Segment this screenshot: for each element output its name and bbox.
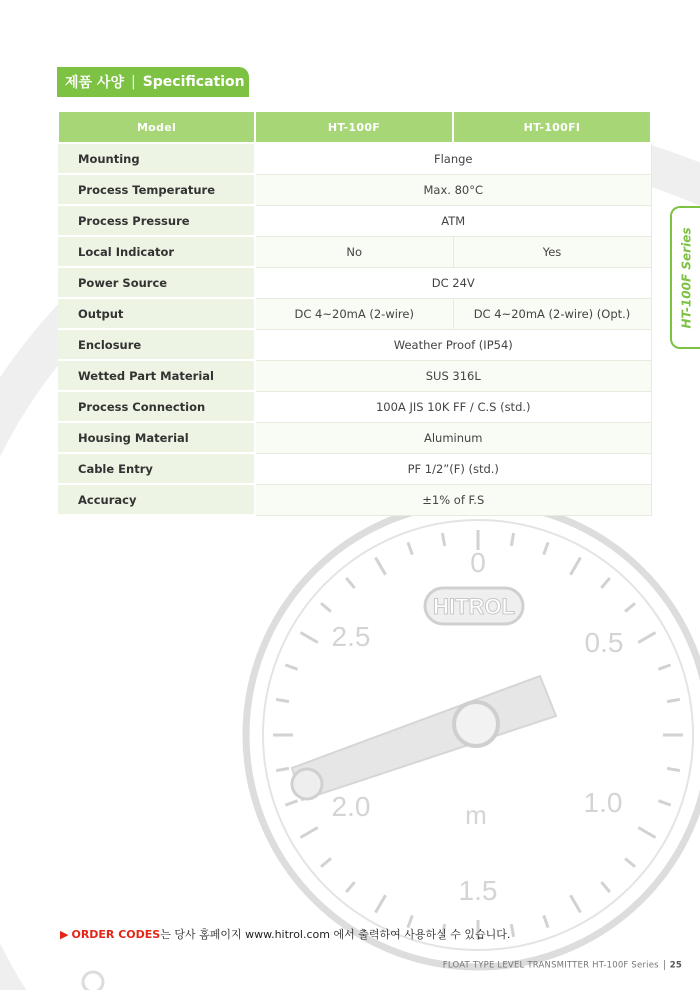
spec-row-wetted-part-material bbox=[58, 360, 651, 391]
spec-label: Wetted Part Material bbox=[58, 360, 255, 391]
spec-value-ht-100f: No bbox=[255, 236, 453, 267]
gauge-tick bbox=[346, 882, 354, 892]
page-number: 25 bbox=[669, 960, 682, 971]
gauge-tick bbox=[321, 603, 331, 611]
footer-text: FLOAT TYPE LEVEL TRANSMITTER HT-100F Series bbox=[442, 960, 659, 971]
gauge-tick bbox=[601, 882, 609, 892]
gauge-tick bbox=[285, 801, 297, 805]
gauge-tick bbox=[625, 603, 635, 611]
spec-label: Enclosure bbox=[58, 329, 255, 360]
gauge-tick bbox=[376, 895, 386, 912]
gauge-tick bbox=[346, 578, 354, 588]
spec-value: Flange bbox=[255, 143, 651, 174]
spec-row-process-temperature bbox=[58, 174, 651, 205]
gauge-brand-text: HITROL bbox=[433, 594, 515, 619]
spec-value-ht-100f: DC 4~20mA (2-wire) bbox=[255, 298, 453, 329]
spec-value-ht-100fi: Yes bbox=[453, 236, 651, 267]
gauge-needle bbox=[292, 676, 556, 800]
gauge-tick bbox=[544, 915, 548, 927]
gauge-brand-badge bbox=[425, 588, 523, 624]
column-header-model: Model bbox=[58, 111, 255, 143]
gauge-tick bbox=[667, 699, 680, 701]
order-codes-text: 는 당사 홈페이지 www.hitrol.com 에서 출력하여 사용하실 수 있습니다. bbox=[160, 928, 511, 941]
spec-table bbox=[57, 110, 652, 516]
gauge-tick bbox=[276, 768, 289, 770]
spec-label: Local Indicator bbox=[58, 236, 255, 267]
spec-label: Mounting bbox=[58, 143, 255, 174]
footer-divider bbox=[664, 960, 665, 970]
gauge-label-15: 1.5 bbox=[458, 875, 498, 906]
spec-table-header-row bbox=[58, 111, 651, 143]
spec-label: Process Temperature bbox=[58, 174, 255, 205]
spec-label: Housing Material bbox=[58, 422, 255, 453]
gauge-tick bbox=[667, 768, 680, 770]
gauge-label-0: 0 bbox=[470, 547, 486, 578]
gauge-tick bbox=[276, 699, 289, 701]
gauge-tick bbox=[511, 924, 513, 937]
spec-label: Process Connection bbox=[58, 391, 255, 422]
spec-label: Cable Entry bbox=[58, 453, 255, 484]
gauge-label-25: 2.5 bbox=[331, 621, 371, 652]
section-title-en: Specification bbox=[142, 74, 245, 90]
arrow-right-icon: ▶ bbox=[60, 928, 69, 941]
gauge-tick bbox=[571, 895, 581, 912]
gauge-tick bbox=[321, 858, 331, 866]
gauge-tick bbox=[638, 633, 655, 643]
spec-value: ±1% of F.S bbox=[255, 484, 651, 515]
spec-row-local-indicator bbox=[58, 236, 651, 267]
gauge-tick bbox=[638, 828, 655, 838]
spec-row-cable-entry bbox=[58, 453, 651, 484]
gauge-tick bbox=[300, 633, 317, 643]
gauge-tick bbox=[601, 578, 609, 588]
gauge-label-10: 1.0 bbox=[583, 787, 623, 818]
gauge-tick bbox=[544, 542, 548, 554]
spec-value: Max. 80°C bbox=[255, 174, 651, 205]
series-side-tab bbox=[670, 206, 700, 349]
section-title-ko: 제품 사양 bbox=[65, 75, 124, 91]
spec-row-enclosure bbox=[58, 329, 651, 360]
gauge-tick bbox=[300, 828, 317, 838]
spec-row-output bbox=[58, 298, 651, 329]
spec-row-housing-material bbox=[58, 422, 651, 453]
spec-value: Aluminum bbox=[255, 422, 651, 453]
gauge-label-05: 0.5 bbox=[584, 627, 624, 658]
spec-row-power-source bbox=[58, 267, 651, 298]
spec-label: Process Pressure bbox=[58, 205, 255, 236]
spec-row-process-pressure bbox=[58, 205, 651, 236]
column-header-ht-100f: HT-100F bbox=[255, 111, 453, 143]
spec-value: DC 24V bbox=[255, 267, 651, 298]
gauge-tick bbox=[408, 542, 412, 554]
gauge-tick bbox=[625, 858, 635, 866]
spec-value-ht-100fi: DC 4~20mA (2-wire) (Opt.) bbox=[453, 298, 651, 329]
gauge-tick bbox=[376, 557, 386, 574]
spec-label: Output bbox=[58, 298, 255, 329]
section-title-separator: | bbox=[130, 74, 136, 90]
column-header-ht-100fi: HT-100FI bbox=[453, 111, 651, 143]
spec-value: Weather Proof (IP54) bbox=[255, 329, 651, 360]
spec-value: 100A JIS 10K FF / C.S (std.) bbox=[255, 391, 651, 422]
spec-row-mounting bbox=[58, 143, 651, 174]
gauge-unit: m bbox=[465, 800, 487, 830]
gauge-tick bbox=[658, 665, 670, 669]
gauge-tick bbox=[442, 533, 444, 546]
order-codes-label: ORDER CODES bbox=[71, 928, 161, 941]
page-footer bbox=[443, 960, 682, 971]
spec-label: Power Source bbox=[58, 267, 255, 298]
spec-row-process-connection bbox=[58, 391, 651, 422]
gauge-label-20: 2.0 bbox=[331, 791, 371, 822]
series-side-tab-label: HT-100F Series bbox=[679, 227, 693, 328]
section-header bbox=[57, 67, 249, 97]
spec-value: SUS 316L bbox=[255, 360, 651, 391]
spec-label: Accuracy bbox=[58, 484, 255, 515]
spec-row-accuracy bbox=[58, 484, 651, 515]
spec-value: PF 1/2”(F) (std.) bbox=[255, 453, 651, 484]
spec-value: ATM bbox=[255, 205, 651, 236]
gauge-tick bbox=[658, 801, 670, 805]
order-codes-note bbox=[60, 926, 510, 942]
gauge-tick bbox=[511, 533, 513, 546]
gauge-tick bbox=[571, 557, 581, 574]
gauge-tick bbox=[285, 665, 297, 669]
